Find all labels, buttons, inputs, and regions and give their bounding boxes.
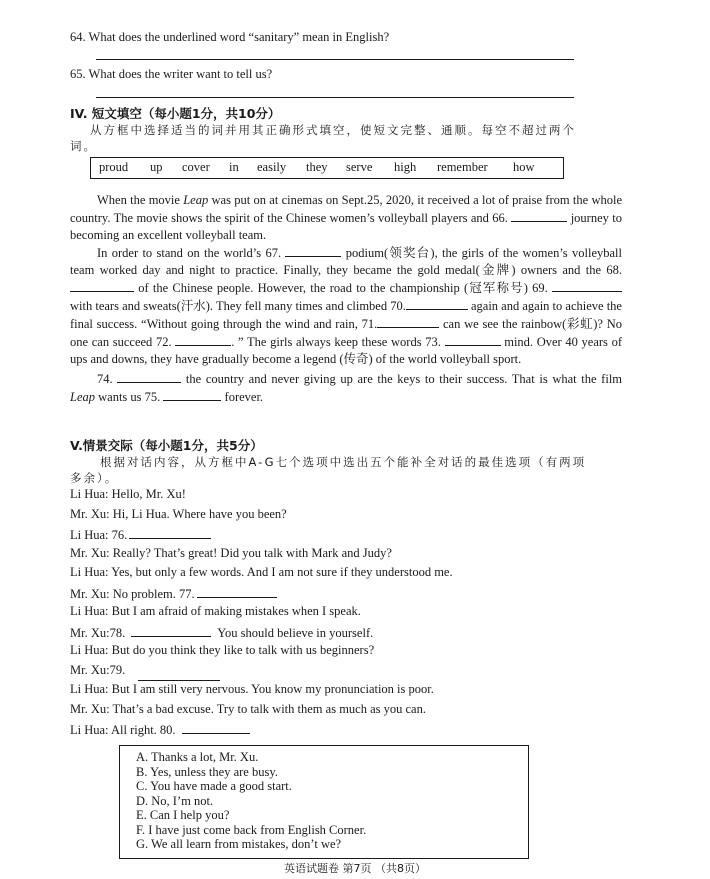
- paragraph-1: When the movie Leap was put on at cinemas on Sept.25, 2020, it received a lot of praise from the whole country. The movie shows the spirit of the Chinese women’s volleyball players and 66. journey to becoming an excellent volleyball team.: [70, 193, 622, 242]
- question-65: 65. What does the writer want to tell us?: [70, 67, 273, 81]
- blank-71[interactable]: [377, 315, 439, 328]
- word-bank-item: serve: [346, 160, 373, 174]
- section-5-title: V.情景交际（每小题1分，共5分）: [70, 438, 263, 453]
- option-g: G. We all learn from mistakes, don’t we?: [136, 837, 342, 851]
- option-f: F. I have just come back from English Corner.: [136, 823, 367, 837]
- blank-78[interactable]: [131, 624, 211, 637]
- dialogue-line: Li Hua: All right. 80.: [70, 721, 250, 738]
- word-bank: [90, 157, 564, 179]
- dialogue-line: Li Hua: 76.: [70, 526, 211, 543]
- option-b: B. Yes, unless they are busy.: [136, 765, 278, 779]
- option-a: A. Thanks a lot, Mr. Xu.: [136, 750, 259, 764]
- blank-69[interactable]: [552, 279, 622, 292]
- paragraph-3: 74. the country and never giving up are the keys to their success. That is what the film Leap wants us 75. forever.: [70, 372, 623, 404]
- answer-line-65[interactable]: [96, 97, 574, 98]
- paragraph-2: In order to stand on the world’s 67. podium(领奖台), the girls of the women’s volleyball team worked day and night to practice. Finally, they became the gold medal(金牌) owners and the 68. of the Chinese people. However, the road to the championship (冠军称号) 69. with tears and sweats(汗水). They fell many times and climbed 70. again and again to achieve the final success. “Without going through the wind and rain, 71. can we see the rainbow(彩虹)? No one can succeed 72. . ” The girls always keep these words 73. mind. Over 40 years of ups and downs, they have gradually become a legend (传奇) of the world volleyball sport.: [70, 246, 622, 366]
- word-bank-item: proud: [99, 160, 129, 174]
- question-64: 64. What does the underlined word “sanitary” mean in English?: [70, 30, 390, 44]
- dialogue-line: Li Hua: But I am afraid of making mistakes when I speak.: [70, 604, 361, 618]
- dialogue-line: Li Hua: But I am still very nervous. You know my pronunciation is poor.: [70, 682, 434, 696]
- options-box: [119, 745, 529, 859]
- blank-75[interactable]: [163, 388, 221, 401]
- blank-70[interactable]: [406, 297, 468, 310]
- option-e: E. Can I help you?: [136, 808, 230, 822]
- section-4-instruction-cont: 词。: [70, 139, 97, 153]
- blank-68[interactable]: [70, 279, 134, 292]
- word-bank-item: up: [150, 160, 163, 174]
- word-bank-item: how: [513, 160, 535, 174]
- dialogue-line: Mr. Xu: That’s a bad excuse. Try to talk with them as much as you can.: [70, 702, 426, 716]
- blank-73[interactable]: [445, 333, 501, 346]
- blank-76[interactable]: [129, 526, 211, 539]
- word-bank-item: high: [394, 160, 417, 174]
- answer-line-64[interactable]: [96, 59, 574, 60]
- blank-77[interactable]: [197, 585, 277, 598]
- blank-72[interactable]: [175, 333, 231, 346]
- page-footer: 英语试题卷 第7页 （共8页）: [284, 862, 426, 875]
- blank-66[interactable]: [511, 209, 567, 222]
- dialogue-line: Mr. Xu:78. You should believe in yourself.: [70, 626, 374, 640]
- section-4-title: IV. 短文填空（每小题1分，共10分）: [70, 106, 281, 121]
- word-bank-item: easily: [257, 160, 287, 174]
- word-bank-item: in: [229, 160, 239, 174]
- word-bank-item: cover: [182, 160, 210, 174]
- option-d: D. No, I’m not.: [136, 794, 214, 808]
- dialogue-line: Mr. Xu:79.: [70, 663, 126, 677]
- section-5-instruction: 根据对话内容，从方框中A-G七个选项中选出五个能补全对话的最佳选项（有两项: [100, 455, 587, 469]
- word-bank-item: they: [306, 160, 328, 174]
- blank-67[interactable]: [285, 244, 341, 257]
- word-bank-item: remember: [437, 160, 488, 174]
- blank-80[interactable]: [182, 721, 250, 734]
- dialogue-line: Mr. Xu: No problem. 77.: [70, 585, 277, 602]
- dialogue-line: Mr. Xu: Hi, Li Hua. Where have you been?: [70, 507, 287, 521]
- dialogue-line: Mr. Xu: Really? That’s great! Did you talk with Mark and Judy?: [70, 546, 392, 560]
- dialogue-line: Li Hua: Yes, but only a few words. And I am not sure if they understood me.: [70, 565, 453, 579]
- blank-79[interactable]: [138, 680, 220, 681]
- blank-74[interactable]: [117, 370, 181, 383]
- cloze-passage: [70, 192, 622, 406]
- section-5-instruction-cont: 多余）。: [70, 471, 119, 485]
- dialogue-line: Li Hua: Hello, Mr. Xu!: [70, 487, 186, 501]
- option-c: C. You have made a good start.: [136, 779, 292, 793]
- section-4-instruction: 从方框中选择适当的词并用其正确形式填空，使短文完整、通顺。每空不超过两个: [90, 123, 576, 137]
- dialogue-line: Li Hua: But do you think they like to talk with us beginners?: [70, 643, 375, 657]
